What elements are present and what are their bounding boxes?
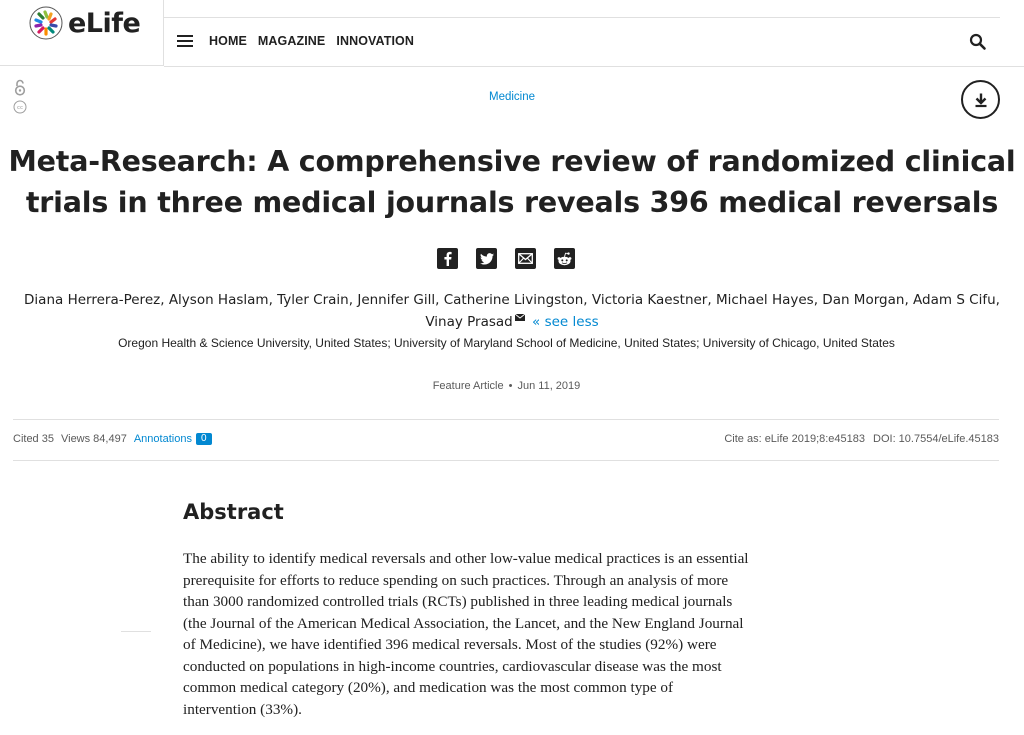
author-link[interactable]: Michael Hayes <box>715 292 814 308</box>
article-title: Meta-Research: A comprehensive review of randomized clinical trials in three medical journals reveals 396 medical reversals <box>8 145 1016 219</box>
search-icon[interactable] <box>969 33 987 51</box>
share-twitter-button[interactable] <box>476 248 497 269</box>
share-email-button[interactable] <box>515 248 536 269</box>
annotations-count-badge[interactable]: 0 <box>196 433 212 445</box>
elife-logo-icon <box>29 6 63 40</box>
share-facebook-button[interactable] <box>437 248 458 269</box>
author-link[interactable]: Jennifer Gill <box>357 292 436 308</box>
download-icon <box>973 92 989 108</box>
annotations-link[interactable]: Annotations <box>133 433 192 445</box>
author-link[interactable]: Adam S Cifu <box>913 292 996 308</box>
twitter-icon <box>480 253 494 265</box>
abstract-heading: Abstract <box>183 500 284 524</box>
nav-home[interactable]: HOME <box>209 34 247 48</box>
facebook-icon <box>442 251 453 266</box>
subject-link[interactable]: Medicine <box>488 91 536 103</box>
reddit-icon <box>557 252 572 266</box>
author-link[interactable]: Victoria Kaestner <box>591 292 708 308</box>
affiliations: Oregon Health & Science University, United States; University of Maryland School of Medicine, United States; University of Chicago, United States <box>118 336 895 350</box>
header-bottom-divider <box>164 66 1024 67</box>
author-link[interactable]: Vinay Prasad <box>425 314 513 330</box>
header-top-divider <box>164 17 1000 18</box>
see-less-link[interactable]: « see less <box>532 314 599 330</box>
author-link[interactable]: Alyson Haslam <box>168 292 269 308</box>
meta-separator: • <box>508 380 513 392</box>
article-meta <box>0 380 1013 392</box>
article-stats <box>13 433 212 445</box>
menu-icon[interactable] <box>177 35 193 47</box>
author-list: Diana Herrera-Perez, Alyson Haslam, Tyler Crain, Jennifer Gill, Catherine Livingston, Victoria Kaestner, Michael Hayes, Dan Morgan, Adam S Cifu, Vinay Prasad « see less <box>24 292 1000 330</box>
stats-top-divider <box>13 419 999 420</box>
abstract-text: The ability to identify medical reversals and other low-value medical practices is an essential prerequisite for efforts to reduce spending on such practices. Through an analysis of more than 3000 randomized controlled trials (RCTs) published in three leading medical journals (the Journal of the American Medical Association, the Lancet, and the New England Journal of Medicine), we have identified 396 medical reversals. Most of the studies (92%) were conducted on populations in high-income countries, cardiovascular disease was the most common medical category (20%), and medication was the most common type of intervention (33%). <box>183 550 749 718</box>
nav-innovation[interactable]: INNOVATION <box>336 34 414 48</box>
download-button[interactable] <box>961 80 1000 119</box>
main-nav <box>177 31 425 51</box>
nav-magazine[interactable]: MAGAZINE <box>257 34 326 48</box>
author-link[interactable]: Tyler Crain <box>277 292 349 308</box>
email-icon <box>518 253 533 264</box>
stats-bottom-divider <box>13 460 999 461</box>
publish-date: Jun 11, 2019 <box>517 380 581 392</box>
corresponding-author-email-icon[interactable] <box>515 314 525 321</box>
cite-as[interactable]: Cite as: eLife 2019;8:e45183 <box>724 433 866 445</box>
author-link[interactable]: Dan Morgan <box>822 292 905 308</box>
logo-area <box>0 0 164 66</box>
doi-link[interactable]: DOI: 10.7554/eLife.45183 <box>873 433 999 445</box>
section-marker <box>121 631 151 632</box>
share-reddit-button[interactable] <box>554 248 575 269</box>
cited-count[interactable]: Cited 35 <box>13 433 54 445</box>
author-link[interactable]: Diana Herrera-Perez <box>24 292 161 308</box>
views-count[interactable]: Views 84,497 <box>60 433 127 445</box>
share-buttons <box>437 248 575 269</box>
citation-info <box>724 433 999 445</box>
logo-text: eLife <box>68 7 141 39</box>
subject-label <box>0 91 1024 103</box>
author-link[interactable]: Catherine Livingston <box>443 292 584 308</box>
svg-text:cc: cc <box>16 105 24 112</box>
article-type[interactable]: Feature Article <box>432 380 504 392</box>
elife-logo[interactable] <box>29 6 140 40</box>
